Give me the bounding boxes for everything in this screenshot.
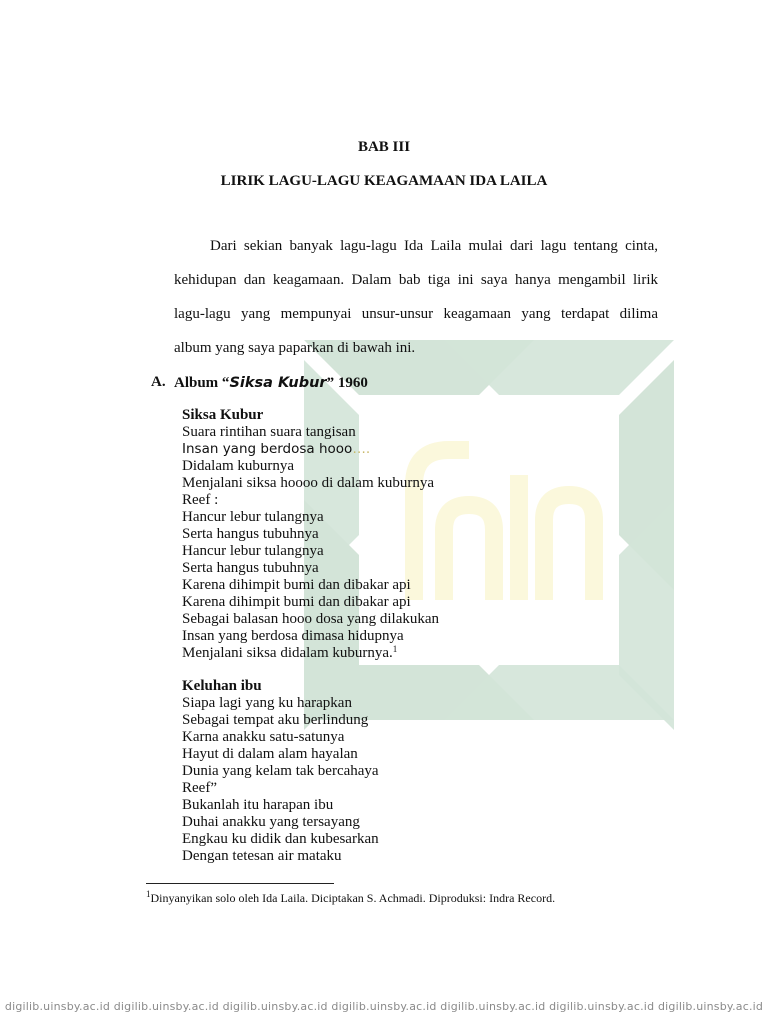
song2-line: Karna anakku satu-satunya xyxy=(182,729,345,745)
song1-line: Serta hangus tubuhnya xyxy=(182,560,319,576)
section-heading xyxy=(174,374,368,392)
footnote-ref: 1 xyxy=(392,644,398,654)
song2-line: Dengan tetesan air mataku xyxy=(182,848,342,864)
song2-title: Keluhan ibu xyxy=(182,678,262,694)
song2-line: Dunia yang kelam tak bercahaya xyxy=(182,763,379,779)
footer-watermark-text: digilib.uinsby.ac.id digilib.uinsby.ac.id digilib.uinsby.ac.id digilib.uinsby.ac.id digilib.uinsby.ac.id digilib.uinsby.ac.id digilib.uinsby.ac.id xyxy=(4,1000,764,1013)
section-heading-suffix: ” 1960 xyxy=(326,375,368,391)
section-heading-prefix: Album “ xyxy=(174,375,230,391)
watermark-logo-icon xyxy=(264,300,714,760)
song2-line: Duhai anakku yang tersayang xyxy=(182,814,360,830)
song2-line: Bukanlah itu harapan ibu xyxy=(182,797,334,813)
song1-line: Karena dihimpit bumi dan dibakar api xyxy=(182,577,411,593)
song1-line: Hancur lebur tulangnya xyxy=(182,509,324,525)
song2-line: Engkau ku didik dan kubesarkan xyxy=(182,831,379,847)
intro-line-3: lagu-lagu yang mempunyai unsur-unsur keagamaan yang terdapat dilima xyxy=(174,306,658,322)
song2-line: Siapa lagi yang ku harapkan xyxy=(182,695,352,711)
song1-ellipsis: …. xyxy=(352,441,371,457)
song2-line: Sebagai tempat aku berlindung xyxy=(182,712,369,728)
intro-line-2: kehidupan dan keagamaan. Dalam bab tiga ini saya hanya mengambil lirik xyxy=(174,272,658,288)
song1-line: Serta hangus tubuhnya xyxy=(182,526,319,542)
footnote xyxy=(146,891,555,906)
song1-line: Reef : xyxy=(182,492,219,508)
chapter-title: LIRIK LAGU-LAGU KEAGAMAAN IDA LAILA xyxy=(220,173,548,189)
footnote-divider xyxy=(146,883,334,884)
song1-line: Karena dihimpit bumi dan dibakar api xyxy=(182,594,411,610)
song1-line: Insan yang berdosa dimasa hidupnya xyxy=(182,628,404,644)
song1-line: Menjalani siksa hoooo di dalam kuburnya xyxy=(182,475,435,491)
song1-line xyxy=(182,441,370,458)
song2-line: Reef” xyxy=(182,780,217,796)
song1-line: Didalam kuburnya xyxy=(182,458,295,474)
song1-line: Hancur lebur tulangnya xyxy=(182,543,324,559)
song1-line: Suara rintihan suara tangisan xyxy=(182,424,356,440)
footnote-number: 1 xyxy=(146,889,151,899)
chapter-number: BAB III xyxy=(357,139,411,155)
intro-line-1: Dari sekian banyak lagu-lagu Ida Laila mulai dari lagu tentang cinta, xyxy=(210,238,658,254)
song1-line xyxy=(182,645,397,662)
song2-line: Hayut di dalam alam hayalan xyxy=(182,746,358,762)
song1-line: Sebagai balasan hooo dosa yang dilakukan xyxy=(182,611,440,627)
section-marker: A. xyxy=(151,374,166,390)
footnote-text: Dinyanyikan solo oleh Ida Laila. Diciptakan S. Achmadi. Diproduksi: Indra Record. xyxy=(150,891,556,905)
intro-line-4: album yang saya paparkan di bawah ini. xyxy=(174,340,416,356)
section-album-name: Siksa Kubur xyxy=(229,375,327,391)
song1-title: Siksa Kubur xyxy=(182,407,264,423)
song1-line-text: Menjalani siksa didalam kuburnya. xyxy=(182,645,393,661)
song1-line-text: Insan yang berdosa hooo xyxy=(182,441,353,457)
